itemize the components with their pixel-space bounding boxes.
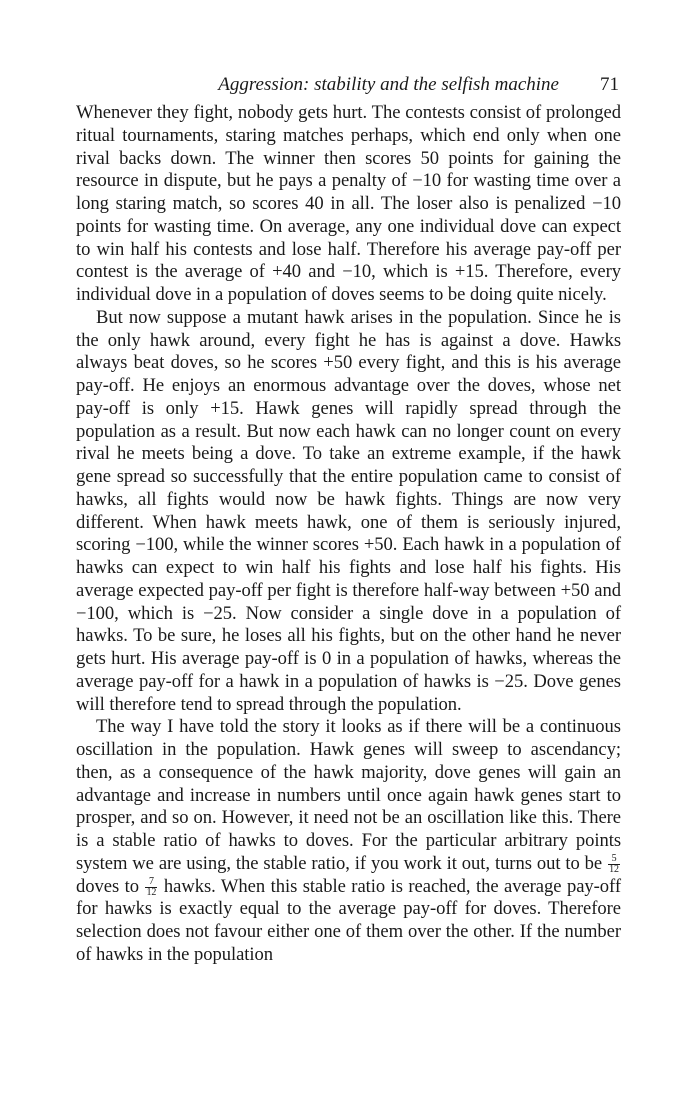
fraction-doves-denominator: 12 <box>609 864 619 876</box>
stable-ratio-text-end: hawks. When this stable ratio is reached, the average pay-off for hawks is exactly equal to the average pay-off for doves. Therefore selection does not favour either one of them over the other. If the number of hawks in the population <box>76 875 621 965</box>
fraction-hawks-denominator: 12 <box>146 887 157 898</box>
running-title: Aggression: stability and the selfish machine <box>218 74 559 95</box>
stable-ratio-text-middle: doves to <box>76 875 139 897</box>
fraction-hawks-numerator: 7 <box>145 877 157 888</box>
body-text <box>76 102 621 967</box>
running-head <box>76 70 621 100</box>
book-page <box>76 70 621 967</box>
fraction-hawks <box>145 877 157 898</box>
fraction-doves <box>608 854 620 875</box>
paragraph-stable-ratio <box>76 716 621 966</box>
page-number: 71 <box>600 74 619 95</box>
paragraph-dove-population: Whenever they fight, nobody gets hurt. The contests consist of prolonged ritual tournaments, staring matches perhaps, which end only when one rival backs down. The winner then scores 50 points for gaining the resource in dispute, but he pays a penalty of −10 for wasting time over a long staring match, so scores 40 in all. The loser also is penalized −10 points for wasting time. On average, any one individual dove can expect to win half his contests and lose half. Therefore his average pay-off per contest is the average of +40 and −10, which is +15. Therefore, every individual dove in a population of doves seems to be doing quite nicely. <box>76 102 621 305</box>
stable-ratio-text-start: The way I have told the story it looks as if there will be a continuous oscillation in the population. Hawk genes will sweep to ascendancy; then, as a consequence of the hawk majority, dove genes will gain an advantage and increase in numbers until once again hawk genes start to prosper, and so on. However, it need not be an oscillation like this. There is a stable ratio of hawks to doves. For the particular arbitrary points system we are using, the stable ratio, if you work it out, turns out to be <box>76 716 621 874</box>
paragraph-mutant-hawk: But now suppose a mutant hawk arises in the population. Since he is the only hawk around, every fight he has is against a dove. Hawks always beat doves, so he scores +50 every fight, and this is his average pay-off. He enjoys an enormous advantage over the doves, whose net pay-off is only +15. Hawk genes will rapidly spread through the population as a result. But now each hawk can no longer count on every rival he meets being a dove. To take an extreme example, if the hawk gene spread so successfully that the entire population came to consist of hawks, all fights would now be hawk fights. Things are now very different. When hawk meets hawk, one of them is seriously injured, scoring −100, while the winner scores +50. Each hawk in a population of hawks can expect to win half his fights and lose half his fights. His average expected pay-off per fight is therefore half-way between +50 and −100, which is −25. Now consider a single dove in a population of hawks. To be sure, he loses all his fights, but on the other hand he never gets hurt. His average pay-off is 0 in a population of hawks, whereas the average pay-off for a hawk in a population of hawks is −25. Dove genes will therefore tend to spread through the population. <box>76 306 621 715</box>
fraction-doves-numerator: 5 <box>608 854 620 865</box>
